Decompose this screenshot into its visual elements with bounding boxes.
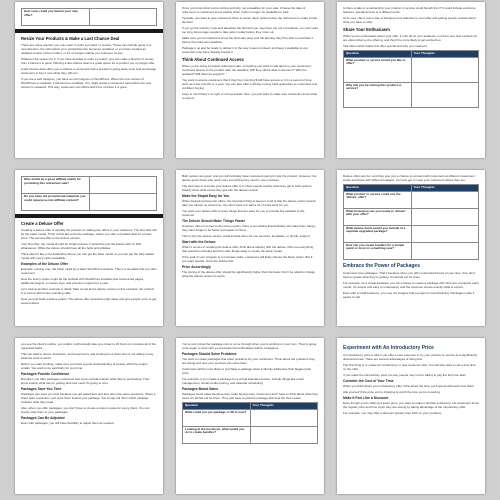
table-row-answer[interactable] <box>411 225 479 242</box>
table-row-answer[interactable] <box>250 409 318 426</box>
document-page-6 <box>337 170 485 326</box>
paragraph: Think about it like a car dealership where you can get the base model or you can get the fully loaded model with every option available. <box>21 252 155 260</box>
divider-bar <box>15 29 163 33</box>
table-header: Your Thoughts <box>411 51 479 58</box>
document-page-4 <box>15 170 163 326</box>
paragraph: Once you know what you're retiring and why, set a deadline for your sale. Choose the date of retirement so customers know exactly when it will no longer be available for sale. <box>182 6 306 14</box>
paragraph: Is there a sale or a partnership your product or service could benefit from? It could include exclusive features, special access or a different price. <box>343 6 476 14</box>
section-heading: Resize Your Products & Make a Last Chance Deal <box>21 36 120 41</box>
table-row-answer[interactable] <box>411 242 479 259</box>
questions-table <box>21 176 157 211</box>
paragraph: Make sure you let customers know the final sale price and the last day they'll be able to purchase it before the retirement deadline. <box>182 36 314 44</box>
paragraph: Both options are good, and you will definitely have customers going for just the product. However, the deluxe gives those who want more everything they need in one purchase. <box>182 174 317 182</box>
paragraph: Customers will be more likely to purchase a package when it directly addresses their biggest pain point. <box>182 367 312 375</box>
table-row-answer[interactable] <box>89 9 157 26</box>
paragraph: When designing these two offers, the important thing to keep in mind is that the deluxe option should take you almost no extra time. You don't want it to add a lot of extra work for you. <box>182 199 316 207</box>
table-row-answer[interactable] <box>89 194 157 211</box>
table-row-answer[interactable] <box>411 82 479 107</box>
paragraph: The best way to promote your deluxe offer is to show people exactly what they get in both options. Clearly show what extras they get with the deluxe version. <box>182 184 313 192</box>
subsection-heading: Start with the Deluxe <box>182 240 216 244</box>
paragraph: When you think about your introductory offer, think about the time you'll spend with each new client. <box>343 384 475 388</box>
table-row-answer[interactable] <box>411 57 479 82</box>
paragraph: For example, if you create a package for a virtual assistant service, include things like email management, social media posting, and calendar scheduling. <box>182 377 304 385</box>
paragraph: Deluxe offers are fun, and they give you a chance to connect with customers at different investment levels and those with different budgets. You truly get to meet your customers where they are. <box>343 174 475 182</box>
questions-table <box>343 184 479 260</box>
document-page-1 <box>15 2 163 158</box>
paragraph: Whatever the reason for it, if you have decided to retire a product, you can make a final bit of money from it before it is gone. Offering a last chance deal is a great option for a product you no longer offer. <box>21 57 156 65</box>
paragraph: Creating a deluxe offer is actually the process of making two offers to your audience. The first offer will be the basic model. Think of this like a bronze package, where you offer a bundled deal for a lower price. The second offer is the deluxe version. <box>21 228 157 240</box>
paragraph: Now the luxury option might be the website with WordPress installed plus customized pages, additional plugins, a custom logo, and premium support for a year. <box>21 277 145 285</box>
table-row-question: What product or service would you like to offer? <box>344 57 412 82</box>
document-page-2 <box>176 2 324 158</box>
table-row-answer[interactable] <box>411 191 479 208</box>
document-page-5 <box>176 170 324 326</box>
paragraph: For example, you may offer a discount greater than 10% on your products. <box>343 411 442 415</box>
paragraph: The first thing is to create an introductory or new customer offer. You will also want to set a time limit on the offer. <box>343 363 476 371</box>
table-row-answer[interactable] <box>250 426 318 443</box>
table-row-question: Looking at the list above, what would you do to create bundles? <box>183 426 251 443</box>
paragraph: For example, as a virtual assistant, you can choose to create a package with 10 hours of support each month. It's simple and easy to understand, and the customer knows exactly what to expect. <box>343 280 479 289</box>
questions-table <box>21 8 157 26</box>
subsection-heading: Examples of the Deluxe Offer <box>21 262 69 266</box>
table-row-question: How can you create bundles for a simple quick or more to something new? <box>344 242 412 259</box>
paragraph: You've just priced the package only to come through when you're working on your own. They're going to be eager to work with you because that enthusiasm will be contagious. <box>182 342 317 350</box>
paragraph: If the goal of your program is to increase sales, customers will likely choose the basic option. But if you want upsells, show the deluxe first. <box>182 255 313 263</box>
subsection-heading: Packages Should Solve Problems <box>182 352 237 356</box>
document-page-3 <box>337 2 485 158</box>
subsection-heading: Consider the Cost of Your Time <box>343 379 394 383</box>
subsection-heading: Packages Save You Time <box>21 387 62 391</box>
paragraph: But when you offer packages customers feel more confident about what they're purchasing. They know exactly what they're getting and how much it's going to cost. <box>21 377 150 385</box>
paragraph: Now you just build a deluxe option. The deluxe offer should be high-value and give people more to get excited about. <box>21 297 157 305</box>
table-row-question: Do you have old promotional materials you could repurpose into affiliate content? <box>22 194 90 211</box>
paragraph: When it comes to creating the deluxe offer, think about starting with the deluxe. Plan out everything that would be included and then strip things away to create the basic model. <box>182 245 314 253</box>
paragraph: At its core, this is just a way of bringing more attention to your offer and getting people excited about what you have to offer. <box>343 16 476 24</box>
table-header: Question <box>344 185 412 192</box>
section-heading: Create a Deluxe Offer <box>21 221 64 226</box>
paragraph: Your first offer, the model should be stripped down. It should be just the basics with no frills whatsoever. While the deluxe should have all the bells and whistles. <box>21 242 142 250</box>
table-row-question: What deluxe items would you include in a separate upgraded package? <box>344 225 412 242</box>
paragraph: Talk about what makes this offer special and why you created it. <box>343 44 428 48</box>
paragraph: This can lead to stress, frustration, and resentment, and working for a client who is not willing to pay what the work is worth. <box>21 352 154 360</box>
paragraph: You want to create packages that solve problems for your customers. Think about the problems they are facing and how your services can solve them. <box>182 357 315 365</box>
document-page-8 <box>176 338 324 494</box>
paragraph: Keep in mind there's no right or wrong answer here; you just want to make sure customers know what to expect. <box>182 92 317 100</box>
paragraph: There are many reasons you may want to retire a product or service. These can include going in a new direction, the information your product/service becomes outdated, or you have created an updated version of the product, or it's no longer making you customer money. <box>21 43 152 55</box>
paragraph: Example: number one: the basic might be a basic WordPress website. This is a template that you offer customers. <box>21 267 157 275</box>
paragraph: A last chance deal offers you a chance to announce that a product is going away soon and encourage customers to buy it now while they still can. <box>21 67 157 75</box>
questions-table <box>343 50 479 108</box>
paragraph: You want to assure customers that if they buy now they'll still have access to it for a period of time, such as a few months or a year. You can also offer a 30-day money back guarantee so customers feel confident buying. <box>182 78 318 90</box>
section-heading: Embrace the Power of Packages <box>343 262 420 269</box>
paragraph: Even though you're offering a lower price, you want to make it feel like a discount. Let customers know the regular price and how much they are saving by taking advantage of the introductory offer. <box>343 401 479 409</box>
table-row-question: Who would be a good affiliate match for promoting this retirement sale? <box>22 177 90 194</box>
document-page-9 <box>337 338 485 494</box>
paragraph: Even with a small business, you may not imagine that a project is overwhelming. Packages make it easier to sell. <box>343 290 475 299</box>
table-row-question: How soon could you launch your new offer? <box>22 9 90 26</box>
paragraph: However, when it comes to the luxury option, there is something that definitely will make them happy: they want things to be faster and easier for them. <box>182 224 316 232</box>
subsection-heading: Price Accordingly <box>182 265 211 269</box>
paragraph: Package it up and be ready to deliver it in the way it was promised, and keep it available to any customers who have already bought it. <box>182 46 308 54</box>
paragraph: Packages can save you time because you get asked less and less often the same questions. When a client asks a question, just point them toward your package. You simply tell them which package includes what they need. <box>21 392 156 404</box>
document-page-7 <box>15 338 163 494</box>
section-heading: Think About Continued Access <box>182 57 244 62</box>
paragraph: Typically, you want to give customers three to seven days' notice before the retirement to make a final decision. <box>182 16 317 24</box>
paragraph: When you're doing a product retirement sale, something you want to talk about is your customers' continued access to the product after the deadline. Will they still be able to access it? Will it be updated? Will there be support? <box>182 64 312 76</box>
table-row-answer[interactable] <box>89 177 157 194</box>
table-header: Question <box>344 51 412 58</box>
table-row-question: What product or service could use the 'deluxe' offer? <box>344 191 412 208</box>
paragraph: If you are a web designer, you have an old program on WordPress. When the next version of WordPress is released, it will become outdated. You might create a retirement sale before the new version is released. This way, customers can still benefit from it before it is gone. <box>21 77 152 89</box>
paragraph: Even with packages, you still have flexibility to adjust them as needed. <box>21 421 115 425</box>
table-header: Your Thoughts <box>250 403 318 410</box>
section-heading: Experiment with An Introductory Price <box>343 345 434 351</box>
subsection-heading: Packages Provide Confidence <box>21 372 70 376</box>
paragraph: Packages boost sales because they make buying easy. Customers don't have to think about what they need; it's all laid out for them. They just have to pick the package that best fits their needs. <box>182 392 318 400</box>
subsection-heading: Make the Stupid Easy for You <box>182 194 230 198</box>
subsection-heading: Make It Feel Like a Discount <box>343 396 389 400</box>
table-row-question: What could you pre-package or fill in now? <box>183 409 251 426</box>
paragraph: The pricing of the deluxe offer should be significantly higher than the basic. Don't be afraid to charge what the deluxe version is worth. <box>182 270 315 278</box>
paragraph: Before you start working, make sure you have a good understanding of exactly what the project entails. You want to be paid fairly for your time. <box>21 362 148 370</box>
paragraph: Ask yourself if the price you're charging is worth the time you're investing. <box>343 390 441 394</box>
subsection-heading: The Deluxe Should Make Things Faster <box>182 219 246 223</box>
paragraph: You want your deluxe offer to have things that are easy for you to provide but valuable to the customer. <box>182 209 305 217</box>
paragraph: you see the client's outline, you realize it will actually take you closer to 20 hours to complete all of the requested tasks. <box>21 342 156 350</box>
paragraph: Let's look at another example in detail. Take a look at the deluxe version in this example; the product is a course with bonus coaching calls. <box>21 287 155 295</box>
questions-table <box>182 402 318 444</box>
paragraph: An introductory price is when you offer a new customer to try your product or service at a significantly discounted rate. There are several advantages of doing this. <box>343 353 478 361</box>
paragraph: Customers love packages. That's because when you offer customized hours of your time, they don't have to guess what they're getting. It's all laid out for them. <box>343 270 476 279</box>
table-header: Question <box>183 403 251 410</box>
paragraph: If you go the scarcity route and advertise the fact that you may have run out of products, you can't wait too long. Encourage people to take action today before they miss out. <box>182 26 318 34</box>
table-row-answer[interactable] <box>411 208 479 225</box>
paragraph: Also, when you offer packages, you don't have to create a custom quote for every client. You can simply refer them to your packages. <box>21 406 150 414</box>
table-header: Your Thoughts <box>411 185 479 192</box>
table-row-question: What bonus(es) can you create to 'deluxe' with your offer? <box>344 208 412 225</box>
section-heading: Share Your Enthusiasm <box>343 27 390 32</box>
table-row-question: Why will you be retiring this product or service? <box>344 82 412 107</box>
divider-bar <box>15 214 163 218</box>
subsection-heading: Packages Can Be Adjusted <box>21 416 65 420</box>
subsection-heading: Packages Boost Sales <box>182 387 218 391</box>
paragraph: This is why the deluxe version could include done-for-you services, templates, or priority support. <box>182 234 311 238</box>
paragraph: When you're enthusiastic about your offer, it rubs off on your audience. Let them see how excited you are about what you're offering, and they'll be more likely to get excited too. <box>343 34 478 42</box>
paragraph: If you make the introductory price too low, people may not be willing to pay the full price later. <box>343 373 467 377</box>
